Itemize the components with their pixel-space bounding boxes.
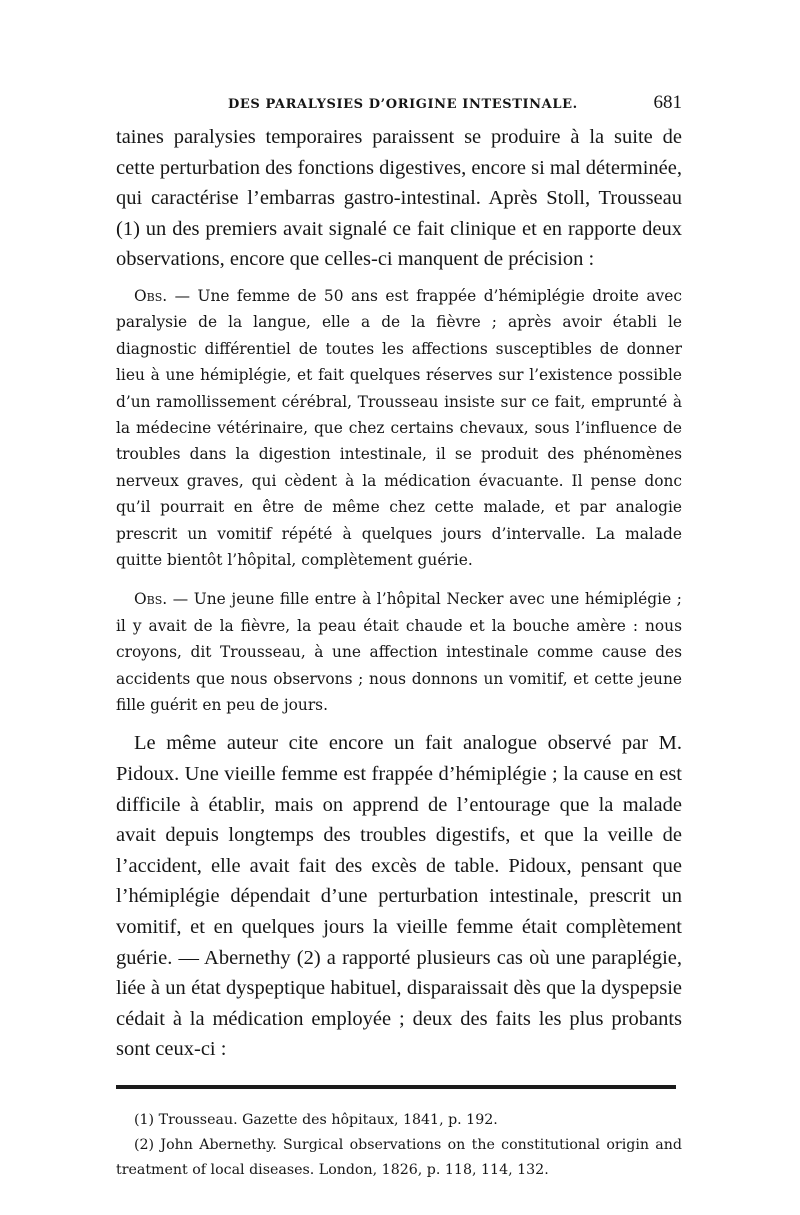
- running-head: [116, 92, 682, 118]
- footnote-rule: [116, 1085, 676, 1089]
- observation-label: Obs.: [134, 286, 168, 305]
- footnotes: [116, 1108, 682, 1183]
- running-title: DES PARALYSIES D’ORIGINE INTESTINALE.: [228, 97, 578, 112]
- observation-text: — Une jeune fille entre à l’hôpital Necker avec une hémiplégie ; il y avait de la fièvre, la peau était chaude et la bouche amère : nous croyons, dit Trousseau, à une affection intestinale comme cause des accidents que nous observons ; nous donnons un vomitif, et cette jeune fille guérit en peu de jours.: [116, 590, 682, 715]
- footnote-1: (1) Trousseau. Gazette des hôpitaux, 1841, p. 192.: [134, 1112, 498, 1128]
- observation-label: Obs.: [134, 590, 168, 609]
- page-number: 681: [653, 92, 682, 113]
- observation-2: [116, 586, 682, 718]
- observation-1: [116, 283, 682, 573]
- footnote-2: (2) John Abernethy. Surgical observations on the constitutional origin and treatment of local diseases. London, 1826, p. 118, 114, 132.: [116, 1137, 682, 1178]
- paragraph-intro: taines paralysies temporaires paraissent se produire à la suite de cette perturbation des fonctions digestives, encore si mal déterminée, qui caractérise l’embarras gastro-intestinal. Après Stoll, Trousseau (1) un des premiers avait signalé ce fait clinique et en rapporte deux observations, encore que celles-ci manquent de précision :: [116, 126, 682, 271]
- book-page: [116, 92, 682, 1183]
- paragraph-pidoux: Le même auteur cite encore un fait analogue observé par M. Pidoux. Une vieille femme est frappée d’hémiplégie ; la cause en est difficile à établir, mais on apprend de l’entourage que la malade avait depuis longtemps des troubles digestifs, et que la veille de l’accident, elle avait fait des excès de table. Pidoux, pensant que l’hémiplégie dépendait d’une perturbation intestinale, prescrit un vomitif, et en quelques jours la vieille femme était complètement guérie. — Abernethy (2) a rapporté plusieurs cas où une paraplégie, liée à un état dyspeptique habituel, disparaissait dès que la dyspepsie cédait à la médication employée ; deux des faits les plus probants sont ceux-ci :: [116, 732, 682, 1061]
- observation-text: — Une femme de 50 ans est frappée d’hémiplégie droite avec paralysie de la langue, elle a de la fièvre ; après avoir établi le diagnostic différentiel de toutes les affections susceptibles de donner lieu à une hémiplégie, et fait quelques réserves sur l’existence possible d’un ramollissement cérébral, Trousseau insiste sur ce fait, emprunté à la médecine vétérinaire, que chez certains chevaux, sous l’influence de troubles dans la digestion intestinale, il se produit des phénomènes nerveux graves, qui cèdent à la médication évacuante. Il pense donc qu’il pourrait en être de même chez cette malade, et par analogie prescrit un vomitif répété à quelques jours d’intervalle. La malade quitte bientôt l’hôpital, complètement guérie.: [116, 286, 682, 570]
